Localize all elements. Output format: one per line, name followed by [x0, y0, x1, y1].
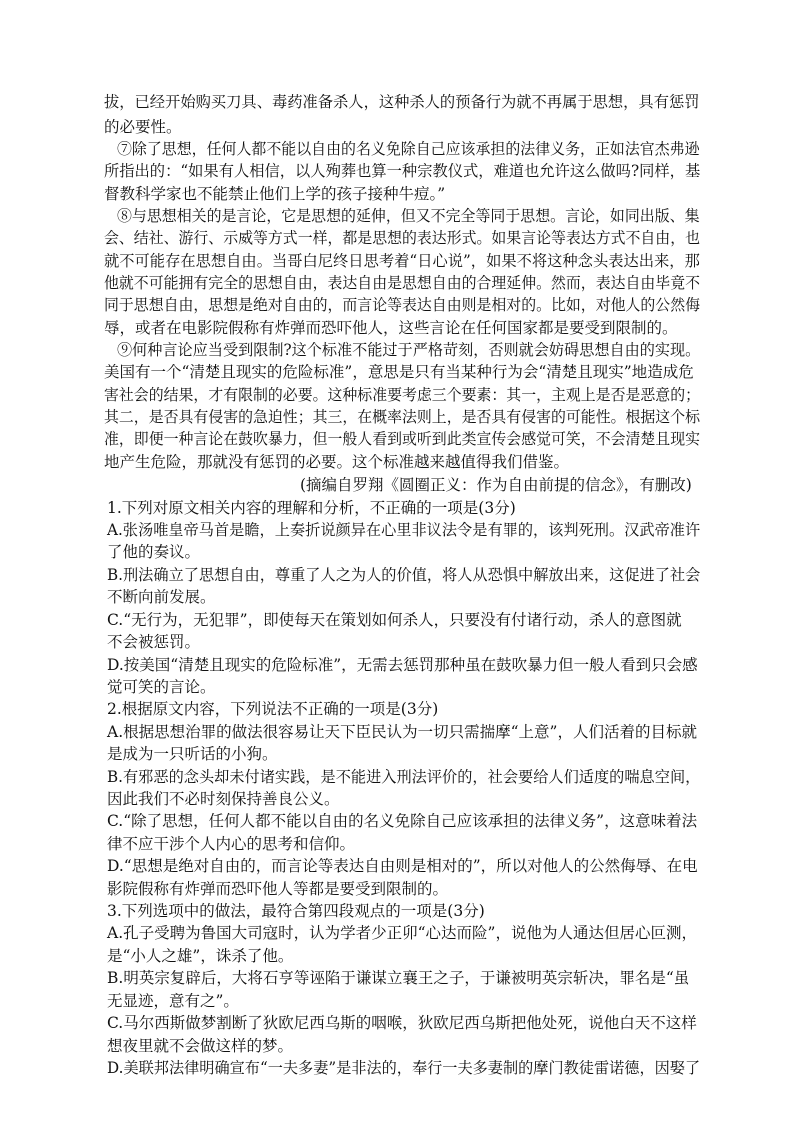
question-2-option-b-cont: 因此我们不必时刻保持善良公义。	[107, 790, 340, 808]
paragraph-8-line: ⑧与思想相关的是言论，它是思想的延伸，但又不完全等同于思想。言论，如同出版、集	[117, 207, 700, 225]
question-2-option-d-cont: 影院假称有炸弹而恐吓他人等都是要受到限制的。	[107, 880, 449, 898]
question-1-option-c: C.“无行为，无犯罪”，即使每天在策划如何杀人，只要没有付诸行动，杀人的意图就	[107, 611, 682, 629]
question-3-option-b: B.明英宗复辟后，大将石亨等诬陷于谦谋立襄王之子，于谦被明英宗斩决，罪名是“虽	[107, 969, 690, 987]
question-1-option-d-cont: 觉可笑的言论。	[107, 678, 216, 696]
paragraph-9-line: ⑨何种言论应当受到限制?这个标准不能过于严格苛刻，否则就会妨碍思想自由的实现。	[117, 341, 701, 359]
text-line: 的必要性。	[104, 118, 182, 136]
question-3-option-d: D.美联邦法律明确宣布“一夫多妻”是非法的，奉行一夫多妻制的摩门教徒雷诺德，因娶了	[107, 1059, 701, 1077]
text-line: 督教科学家也不能禁止他们上学的孩子接种牛痘。”	[104, 185, 446, 203]
question-1-option-b-cont: 不断向前发展。	[107, 588, 216, 606]
question-1-option-a-cont: 了他的奏议。	[107, 543, 201, 561]
question-1-option-b: B.刑法确立了思想自由，尊重了人之为人的价值，将人从恐惧中解放出来，这促进了社会	[107, 566, 701, 584]
text-line: 所指出的：“如果有人相信，以人殉葬也算一种宗教仪式，难道也允许这么做吗?同样，基	[104, 162, 701, 180]
question-3-option-b-cont: 无显迹，意有之”。	[107, 992, 239, 1010]
question-3-option-c: C.马尔西斯做梦割断了狄欧尼西乌斯的咽喉，狄欧尼西乌斯把他处死，说他白天不这样	[107, 1014, 697, 1032]
question-2-option-c: C.“除了思想，任何人都不能以自由的名义免除自己应该承担的法律义务”，这意味着法	[107, 812, 698, 830]
paragraph-7-line: ⑦除了思想，任何人都不能以自由的名义免除自己应该承担的法律义务，正如法官杰弗逊	[117, 140, 700, 158]
question-2-option-a: A.根据思想治罪的做法很容易让天下臣民认为一切只需揣摩“上意”，人们活着的目标就	[107, 723, 697, 741]
text-line: 拔，已经开始购买刀具、毒药准备杀人，这种杀人的预备行为就不再属于思想，具有惩罚	[104, 93, 700, 111]
question-2-option-c-cont: 律不应干涉个人内心的思考和信仰。	[107, 835, 356, 853]
question-3-option-c-cont: 想夜里就不会做这样的梦。	[107, 1037, 294, 1055]
text-line: 美国有一个“清楚且现实的危险标准”，意思是只有当某种行为会“清楚且现实”地造成危	[104, 363, 694, 381]
question-3-stem: 3.下列选项中的做法，最符合第四段观点的一项是(3分)	[107, 902, 485, 920]
source-citation: (摘编自罗翔《圆圈正义：作为自由前提的信念》，有删改)	[300, 476, 692, 494]
text-line: 会、结社、游行、示威等方式一样，都是思想的表达形式。如果言论等表达方式不自由，也	[104, 229, 701, 247]
text-line: 就不可能存在思想自由。当哥白尼终日思考着“日心说”，如果不将这种念头表达出来，那	[104, 252, 700, 270]
question-3-option-a: A.孔子受聘为鲁国大司寇时，认为学者少正卯“心达而险”，说他为人通达但居心叵测，	[107, 924, 697, 942]
text-line: 同于思想自由，思想是绝对自由的，而言论等表达自由则是相对的。比如，对他人的公然侮	[104, 296, 701, 314]
question-1-option-d: D.按美国“清楚且现实的危险标准”，无需去惩罚那种虽在鼓吹暴力但一般人看到只会感	[107, 656, 698, 674]
question-2-option-d: D.“思想是绝对自由的，而言论等表达自由则是相对的”，所以对他人的公然侮辱、在电	[107, 857, 698, 875]
text-line: 他就不可能拥有完全的思想自由，表达自由是思想自由的合理延伸。然而，表达自由毕竟不	[104, 274, 701, 292]
question-2-option-a-cont: 是成为一只听话的小狗。	[107, 745, 278, 763]
text-line: 辱，或者在电影院假称有炸弹而恐吓他人，这些言论在任何国家都是要受到限制的。	[104, 319, 678, 337]
text-line: 地产生危险，那就没有惩罚的必要。这个标准越来越值得我们借鉴。	[104, 453, 570, 471]
text-line: 其二，是否具有侵害的急迫性；其三，在概率法则上，是否具有侵害的可能性。根据这个标	[104, 408, 701, 426]
text-line: 准，即便一种言论在鼓吹暴力，但一般人看到或听到此类宣传会感觉可笑，不会清楚且现实	[104, 430, 701, 448]
question-1-option-a: A.张汤唯皇帝马首是瞻，上奏折说颜异在心里非议法令是有罪的，该判死刑。汉武帝准许	[107, 521, 701, 539]
question-1-stem: 1.下列对原文相关内容的理解和分析，不正确的一项是(3分)	[107, 499, 516, 517]
text-line: 害社会的结果，才有限制的必要。这种标准要考虑三个要素：其一，主观上是否是恶意的；	[104, 386, 701, 404]
question-3-option-a-cont: 是“小人之雄”，诛杀了他。	[107, 947, 294, 965]
question-2-stem: 2.根据原文内容，下列说法不正确的一项是(3分)	[107, 700, 439, 718]
question-1-option-c-cont: 不会被惩罚。	[107, 633, 201, 651]
question-2-option-b: B.有邪恶的念头却未付诸实践，是不能进入刑法评价的，社会要给人们适度的喘息空间，	[107, 768, 701, 786]
